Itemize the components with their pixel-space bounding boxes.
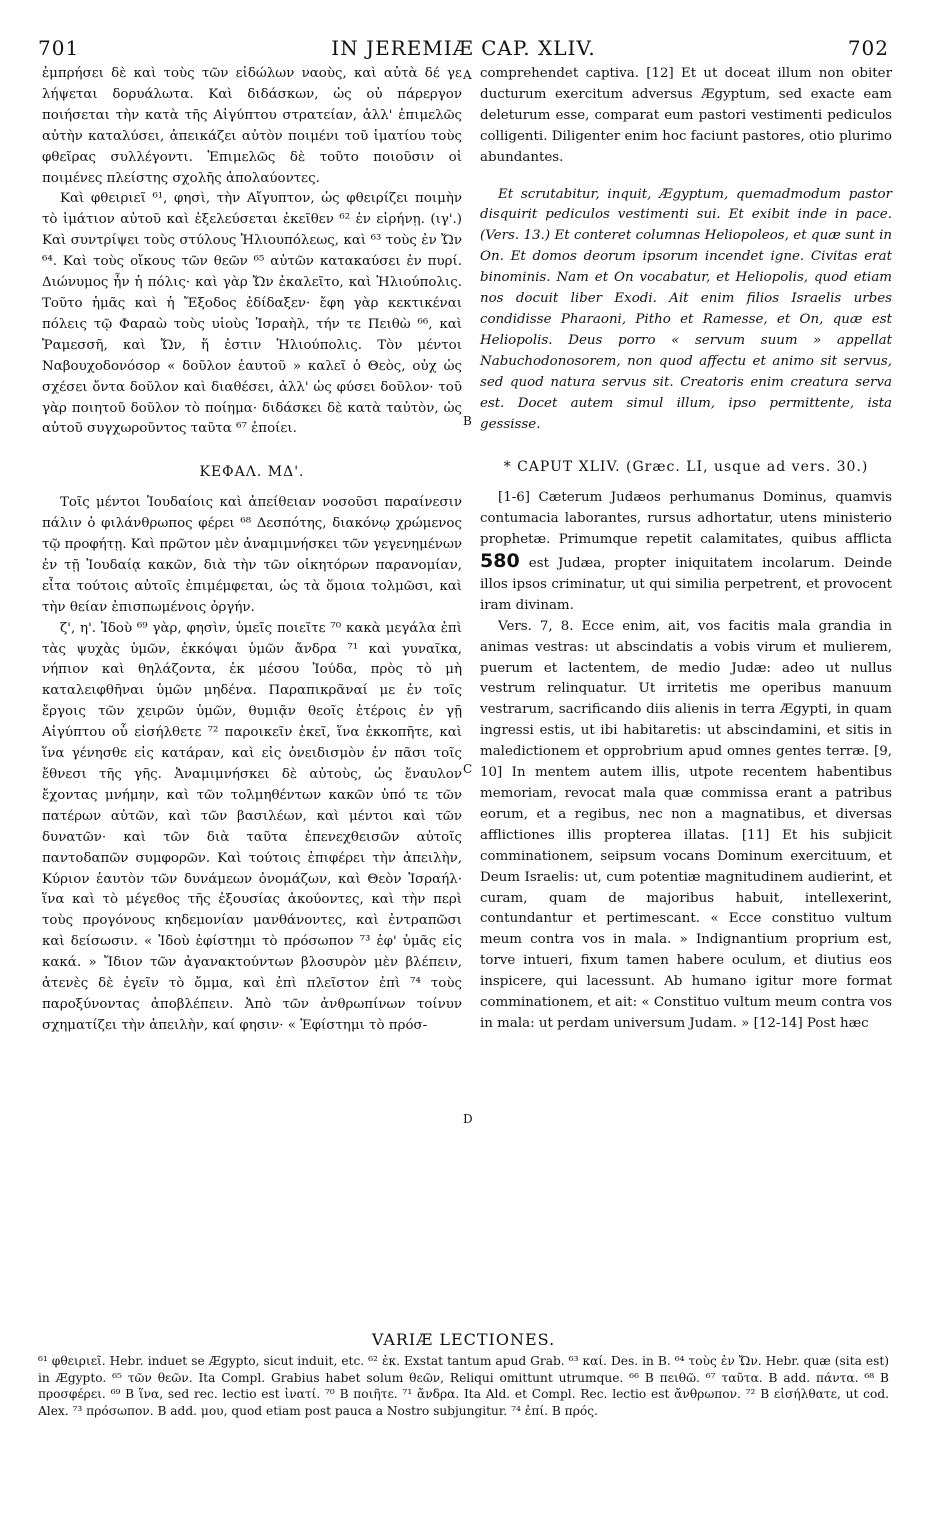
latin-column	[480, 64, 892, 1035]
greek-column	[42, 64, 462, 1037]
running-title: IN JEREMIÆ CAP. XLIV.	[331, 36, 596, 60]
margin-letter-a: A	[463, 68, 472, 82]
margin-letter-b: B	[463, 414, 472, 428]
latin-paragraph: Et scrutabitur, inquit, Ægyptum, quemadmodum pastor disquirit pediculos vestimenti sui. Et exibit inde in pace. (Vers. 13.) Et conteret columnas Heliopoleos, et quæ sunt in On. Et domos deorum ipsorum incendet igne. Civitas erat binominis. Nam et On vocabatur, et Heliopolis, quod etiam nos docuit liber Exodi. Ait enim filios Israelis urbes condidisse Pharaoni, Pitho et Ramesse, et On, quæ est Heliopolis. Deus porro « servum suum » appellat Nabuchodonosorem, non quod affectu et animo sit servus, sed quod natura servus sit. Creatoris enim creatura serva est. Docet autem simul illum, ipso permittente, ista gessisse.	[480, 186, 892, 432]
latin-section-title: * CAPUT XLIV. (Græc. LI, usque ad vers. 30.)	[503, 459, 869, 476]
footnotes-text: ⁶¹ φθειριεῖ. Hebr. induet se Ægypto, sicut induit, etc. ⁶² ἐκ. Exstat tantum apud Grab. ⁶³ καί. Des. in B. ⁶⁴ τοὺς ἐν Ὤν. Hebr. quæ (sita est) in Ægypto. ⁶⁵ τῶν θεῶν. Ita Compl. Grabius habet solum θεῶν, Reliqui omittunt utrumque. ⁶⁶ B πειθῶ. ⁶⁷ ταῦτα. B add. πάντα. ⁶⁸ B προσφέρει. ⁶⁹ B ἵνα, sed rec. lectio est ἰνατί. ⁷⁰ B ποιῆτε. ⁷¹ ἄνδρα. Ita Ald. et Compl. Rec. lectio est ἄνθρωπον. ⁷² B εἰσήλθατε, ut cod. Alex. ⁷³ πρόσωπον. B add. μου, quod etiam post pauca a Nostro subjungitur. ⁷⁴ ἐπί. B πρός.	[38, 1354, 889, 1418]
latin-paragraph: Vers. 7, 8. Ecce enim, ait, vos facitis mala grandia in animas vestras: ut abscindatis a vobis virum et mulierem, puerum et lactentem, de medio Judæ: adeo ut nullus vestrum relinquatur. Ut irritetis me operibus manuum vestrarum, sacrificando diis alienis in terra Ægypti, in quam ingressi estis, ut ibi habitaretis: ut abscindamini, et sitis in maledictionem et opprobrium apud omnes gentes terræ. [9, 10] In mentem autem illis, utpote recentem habentibus memoriam, revocat mala quæ commissa erant a patribus eorum, et a regibus, nec non a magnatibus, et diversas afflictiones illis propterea illatas. [11] Et his subjicit comminationem, seipsum vocans Dominum exercituum, et Deum Israelis: ut, cum potentiæ magnitudinem audierint, et curam, quam de majoribus habuit, intellexerint, contundantur et pertimescant. « Ecce constituo vultum meum contra vos in mala. » Indignantium proprium est, torve intueri, fixum tamen habere oculum, et diutius eos inspicere, qui lacessunt. Ab humano igitur more format comminationem, et ait: « Constituo vultum meum contra vos in mala: ut perdam universum Judam. » [12-14] Post hæc	[480, 618, 892, 1031]
left-page-number: 701	[38, 36, 80, 60]
variae-lectiones	[38, 1330, 889, 1419]
latin-paragraph: comprehendet captiva. [12] Et ut doceat illum non obiter ducturum exercitum adversus Ægyptum, sed exacte eam deleturum esse, comparat eum pastori vestimenti pediculos colligenti. Diligenter enim hoc faciunt pastores, otio plurimo abundantes.	[480, 66, 892, 165]
greek-paragraph: ζ', η'. Ἰδοὺ ⁶⁹ γὰρ, φησὶν, ὑμεῖς ποιεῖτε ⁷⁰ κακὰ μεγάλα ἐπὶ τὰς ψυχὰς ὑμῶν, ἐκκόψαι ὑμῶν ἄνδρα ⁷¹ καὶ γυναῖκα, νήπιον καὶ θηλάζοντα, ἐκ μέσου Ἰούδα, πρὸς τὸ μὴ καταλειφθῆναι ὑμῶν μηδένα. Παραπικρᾶναί με ἐν τοῖς ἔργοις τῶν χειρῶν ὑμῶν, θυμιᾷν θεοῖς ἑτέροις ἐν γῇ Αἰγύπτου οὗ εἰσήλθετε ⁷² παροικεῖν ἐκεῖ, ἵνα ἐκκοπῆτε, καὶ ἵνα γένησθε εἰς κατάραν, καὶ εἰς ὀνειδισμὸν ἐν πᾶσι τοῖς ἔθνεσι τῆς γῆς. Ἀναμιμνήσκει δὲ αὐτοὺς, ὡς ἔναυλον ἔχοντας μνήμην, καὶ τῶν τολμηθέντων κακῶν ὑπό τε τῶν πατέρων αὐτῶν, καὶ τῶν βασιλέων, καὶ μέντοι καὶ τῶν δυνατῶν· καὶ τῶν διὰ ταῦτα ἐπενεχθεισῶν αὐτοῖς παντοδαπῶν συμφορῶν. Καὶ τούτοις ἐπιφέρει τὴν ἀπειλὴν, Κύριον ἑαυτὸν τῶν δυνάμεων ὀνομάζων, καὶ Θεὸν Ἰσραήλ· ἵνα καὶ τὸ μέγεθος τῆς ἐξουσίας ἀκούοντες, καὶ τὴν περὶ τοὺς προγόνους κηδεμονίαν μανθάνοντες, καὶ ἐντραπῶσι καὶ δείσωσιν. « Ἰδοὺ ἐφίστημι τὸ πρόσωπον ⁷³ ἐφ' ὑμᾶς εἰς κακά. » Ἴδιον τῶν ἀγανακτούντων βλοσυρὸν μὲν βλέπειν, ἀτενὲς δὲ ἐγεῖν τὸ ὄμμα, καὶ ἐπὶ πλεῖστον ἐπὶ ⁷⁴ τοὺς παροξύνοντας ἀποβλέπειν. Ἀπὸ τῶν ἀνθρωπίνων τοίνυν σχηματίζει τὴν ἀπειλὴν, καί φησιν· « Ἐφίστημι τὸ πρόσ-	[42, 620, 462, 1033]
right-page-number: 702	[847, 36, 889, 60]
greek-paragraph: ἐμπρήσει δὲ καὶ τοὺς τῶν εἰδώλων ναοὺς, καὶ αὐτὰ δέ γε λήψεται δορυάλωτα. Καὶ διδάσκων, ὡς οὐ πάρεργον ποιήσεται τὴν κατὰ τῆς Αἰγύπτου στρατείαν, ἀλλ' ἐπιμελῶς αὐτὴν καταλύσει, ἀπεικάζει αὐτὸν ποιμένι τοῦ ἱματίου τοὺς φθεῖρας συλλέγοντι. Ἐπιμελῶς δὲ τοῦτο ποιοῦσιν οἱ ποιμένες πλείστης σχολῆς ἀπολαύοντες.	[42, 66, 462, 186]
footnotes-title: VARIÆ LECTIONES.	[371, 1330, 556, 1349]
margin-letter-d: D	[463, 1112, 473, 1126]
greek-section-title: ΚΕΦΑΛ. ΜΔ'.	[199, 464, 305, 481]
page-marker: 580	[480, 550, 520, 573]
greek-paragraph: Τοῖς μέντοι Ἰουδαίοις καὶ ἀπείθειαν νοσοῦσι παραίνεσιν πάλιν ὁ φιλάνθρωπος φέρει ⁶⁸ Δεσπότης, διακόνῳ χρώμενος τῷ προφήτῃ. Καὶ πρῶτον μὲν ἀναμιμνήσκει τῶν γεγενημένων ἐν τῇ Ἰουδαίᾳ κακῶν, διὰ τὴν τῶν οἰκητόρων παρανομίαν, εἶτα τούτοις αὐτοῖς ἐπιμέμφεται, ὡς τὰ ὅμοια τολμῶσι, καὶ τὴν θείαν ἐπισπωμένοις ὀργήν.	[42, 495, 462, 615]
latin-text: est Judæa, propter iniquitatem incolarum. Deinde illos ipsos criminatur, ut qui similia perpetrent, et provocent iram divinam.	[480, 556, 892, 613]
latin-text: [1-6] Cæterum Judæos perhumanus Dominus, quamvis contumacia laborantes, rursus adhortatur, utens ministerio prophetæ. Primumque repetit calamitates, quibus afflicta	[480, 490, 892, 548]
running-header	[38, 36, 889, 64]
greek-paragraph: Καὶ φθειριεῖ ⁶¹, φησὶ, τὴν Αἴγυπτον, ὡς φθειρίζει ποιμὴν τὸ ἱμάτιον αὐτοῦ καὶ ἐξελεύσεται ἐκεῖθεν ⁶² ἐν εἰρήνῃ. (ιγ'.) Καὶ συντρίψει τοὺς στύλους Ἡλιουπόλεως, καὶ ⁶³ τοὺς ἐν Ὤν ⁶⁴. Καὶ τοὺς οἴκους τῶν θεῶν ⁶⁵ αὐτῶν κατακαύσει ἐν πυρί. Διώνυμος ἦν ἡ πόλις· καὶ γὰρ Ὤν ἐκαλεῖτο, καὶ Ἡλιούπολις. Τοῦτο ἡμᾶς καὶ ἡ Ἔξοδος ἐδίδαξεν· ἔφη γὰρ κεκτικέναι πόλεις τῷ Φαραὼ τοὺς υἱοὺς Ἰσραὴλ, τήν τε Πειθὼ ⁶⁶, καὶ Ῥαμεσσῆ, καὶ Ὤν, ἥ ἐστιν Ἡλιούπολις. Τὸν μέντοι Ναβουχοδονόσορ « δοῦλον ἑαυτοῦ » καλεῖ ὁ Θεὸς, οὐχ ὡς σχέσει ὄντα δοῦλον καὶ διαθέσει, ἀλλ' ὡς φύσει δοῦλον· τοῦ γὰρ ποιητοῦ δοῦλον τὸ ποίημα· διδάσκει δὲ κατὰ ταὐτὸν, ὡς αὐτοῦ συγχωροῦντος ταῦτα ⁶⁷ ἐποίει.	[42, 191, 462, 437]
latin-paragraph	[480, 488, 892, 616]
margin-letter-c: C	[463, 762, 473, 776]
